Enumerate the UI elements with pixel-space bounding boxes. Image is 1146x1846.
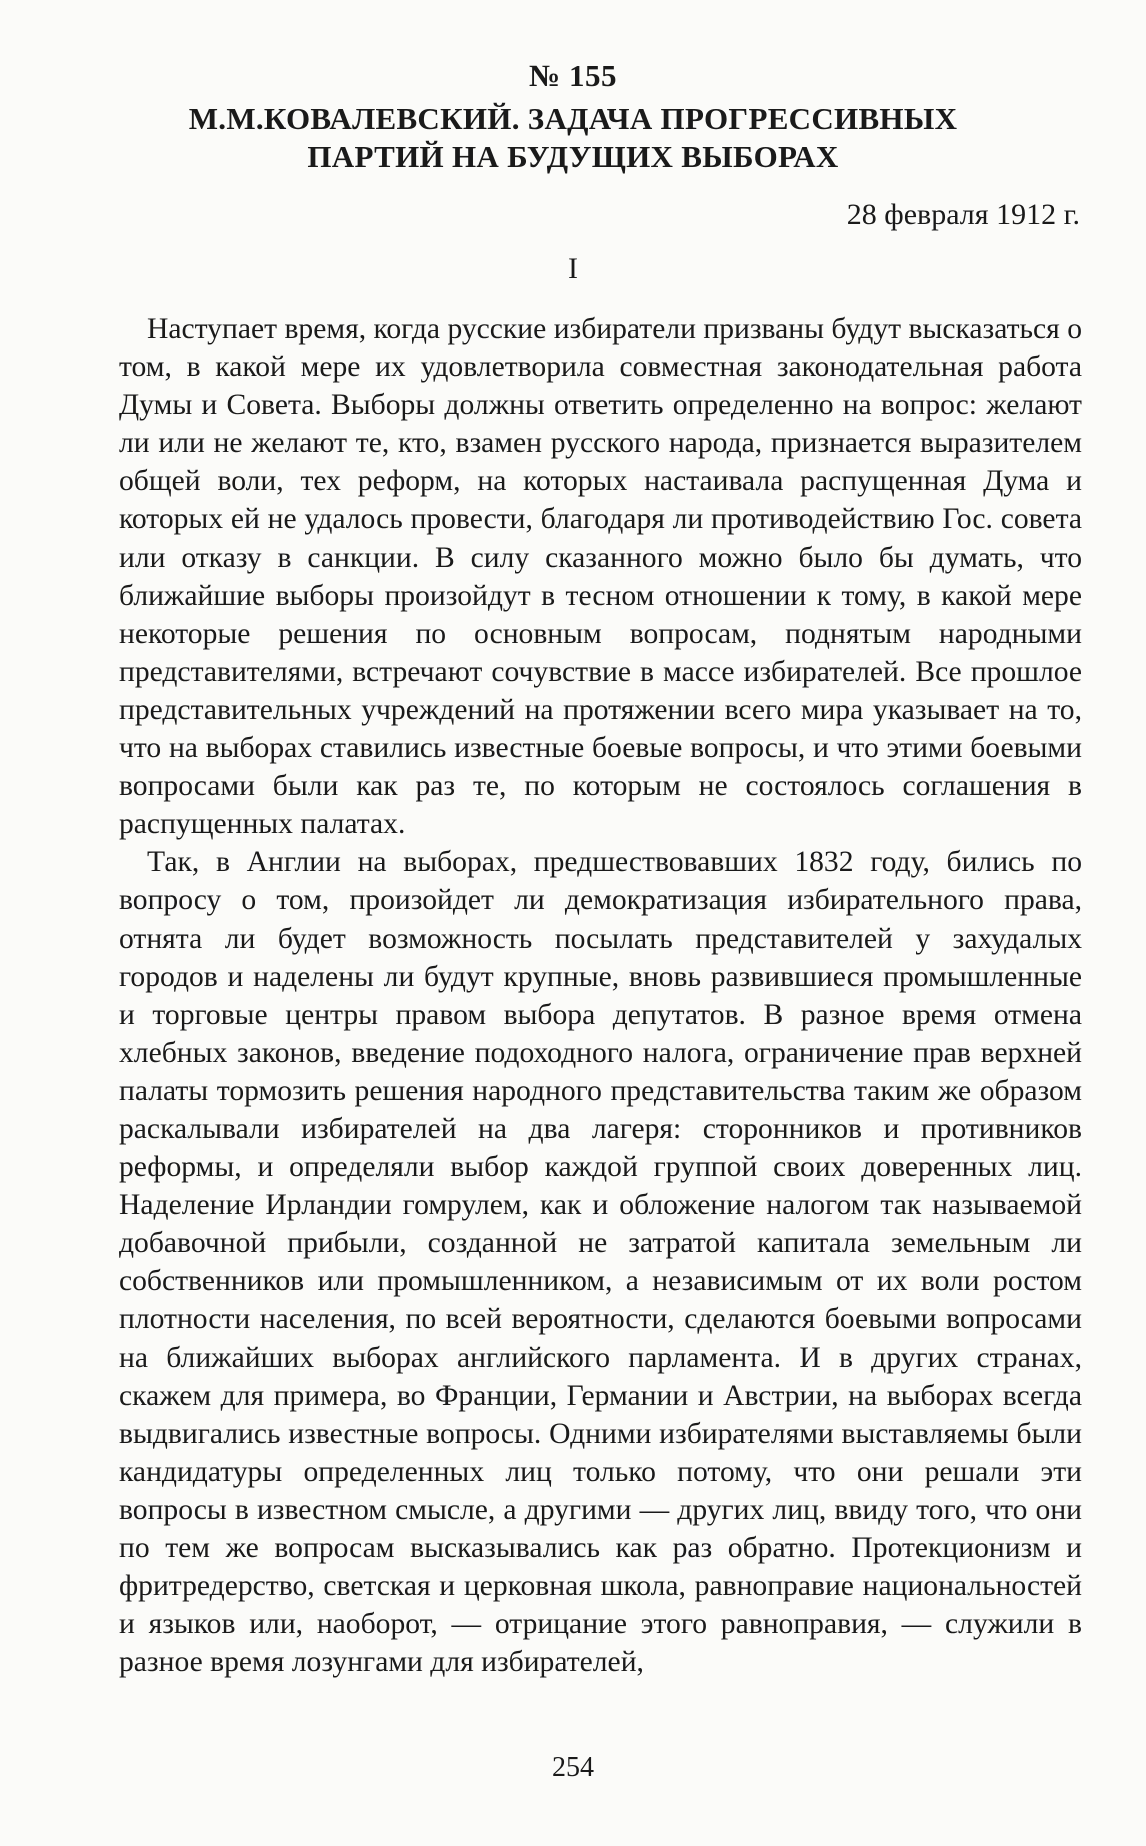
page-number: 254 [552,1752,594,1783]
section-numeral: I [568,252,578,285]
document-number: № 155 [529,58,617,93]
paragraph: Наступает время, когда русские избиратели призваны будут высказаться о том, в какой мере их удовлетворила совместная законодательная работа Думы и Совета. Выборы должны ответить определенно на вопрос: желают ли или не желают те, кто, взамен русского народа, признается выразителем общей воли, тех реформ, на которых настаивала распущенная Дума и которых ей не удалось провести, благодаря ли противодействию Гос. совета или отказу в санкции. В силу сказанного можно было бы думать, что ближайшие выборы произойдут в тесном отношении к тому, в какой мере некоторые решения по основным вопросам, поднятым народными представителями, встречают сочувствие в массе избирателей. Все прошлое представительных учреждений на протяжении всего мира указывает на то, что на выборах ставились известные боевые вопросы, и что этими боевыми вопросами были как раз те, по которым не состоялось соглашения в распущенных палатах. [119,313,1082,841]
body-text [119,310,1082,1681]
paragraph: Так, в Англии на выборах, предшествовавших 1832 году, бились по вопросу о том, произойдет ли демократизация избирательного права, отнята ли будет возможность посылать представителей у захудалых городов и наделены ли будут крупные, вновь развившиеся промышленные и торговые центры правом выбора депутатов. В разное время отмена хлебных законов, введение подоходного налога, ограничение прав верхней палаты тормозить решения народного представительства таким же образом раскалывали избирателей на два лагеря: сторонников и противников реформы, и определяли выбор каждой группой своих доверенных лиц. Наделение Ирландии гомрулем, как и обложение налогом так называемой добавочной прибыли, созданной не затратой капитала земельным ли собственников или промышленником, а независимым от их воли ростом плотности населения, по всей вероятности, сделаются боевыми вопросами на ближайших выборах английского парламента. И в других странах, скажем для примера, во Франции, Германии и Австрии, на выборах всегда выдвигались известные вопросы. Одними избирателями выставляемы были кандидатуры определенных лиц только потому, что они решали эти вопросы в известном смысле, а другими — других лиц, ввиду того, что они по тем же вопросам высказывались как раз обратно. Протекционизм и фритредерство, светская и церковная школа, равноправие национальностей и языков или, наоборот, — отрицание этого равноправия, — служили в разное время лозунгами для избирателей, [119,846,1082,1679]
document-title: М.М.КОВАЛЕВСКИЙ. ЗАДАЧА ПРОГРЕССИВНЫХ ПАРТИЙ НА БУДУЩИХ ВЫБОРАХ [188,101,958,174]
document-date: 28 февраля 1912 г. [846,198,1080,231]
